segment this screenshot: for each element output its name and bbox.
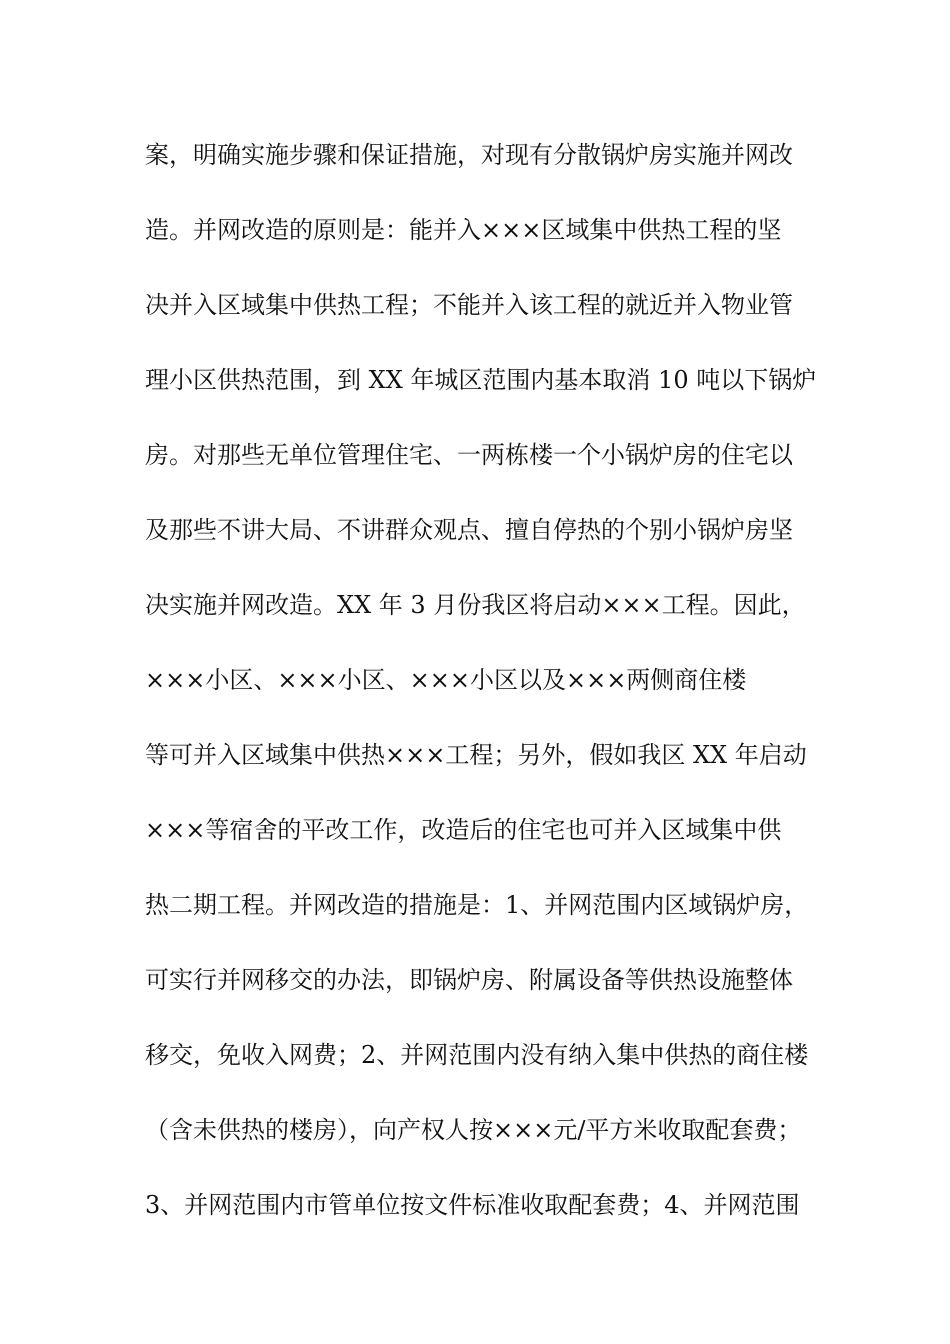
text-line-13: 移交，免收入网费；2、并网范围内没有纳入集中供热的商住楼 bbox=[145, 1041, 809, 1069]
text-line-12: 可实行并网移交的办法，即锅炉房、附属设备等供热设施整体 bbox=[145, 966, 793, 994]
text-line-1: 案，明确实施步骤和保证措施，对现有分散锅炉房实施并网改 bbox=[145, 141, 793, 169]
text-line-9: 等可并入区域集中供热×××工程；另外，假如我区 XX 年启动 bbox=[145, 741, 807, 769]
text-line-15: 3、并网范围内市管单位按文件标准收取配套费；4、并网范围 bbox=[145, 1191, 800, 1219]
text-line-14: （含未供热的楼房），向产权人按×××元/平方米收取配套费； bbox=[145, 1116, 802, 1144]
text-line-8: ×××小区、×××小区、×××小区以及×××两侧商住楼 bbox=[145, 666, 747, 694]
text-line-4: 理小区供热范围，到 XX 年城区范围内基本取消 10 吨以下锅炉 bbox=[145, 366, 817, 394]
text-line-5: 房。对那些无单位管理住宅、一两栋楼一个小锅炉房的住宅以 bbox=[145, 441, 793, 469]
text-line-3: 决并入区域集中供热工程；不能并入该工程的就近并入物业管 bbox=[145, 291, 793, 319]
text-line-2: 造。并网改造的原则是：能并入×××区域集中供热工程的坚 bbox=[145, 216, 782, 244]
text-line-10: ×××等宿舍的平改工作，改造后的住宅也可并入区域集中供 bbox=[145, 816, 782, 844]
text-line-11: 热二期工程。并网改造的措施是：1、并网范围内区域锅炉房， bbox=[145, 891, 809, 919]
text-line-6: 及那些不讲大局、不讲群众观点、擅自停热的个别小锅炉房坚 bbox=[145, 516, 793, 544]
text-line-7: 决实施并网改造。XX 年 3 月份我区将启动×××工程。因此， bbox=[145, 591, 806, 619]
document-body bbox=[145, 130, 825, 1255]
